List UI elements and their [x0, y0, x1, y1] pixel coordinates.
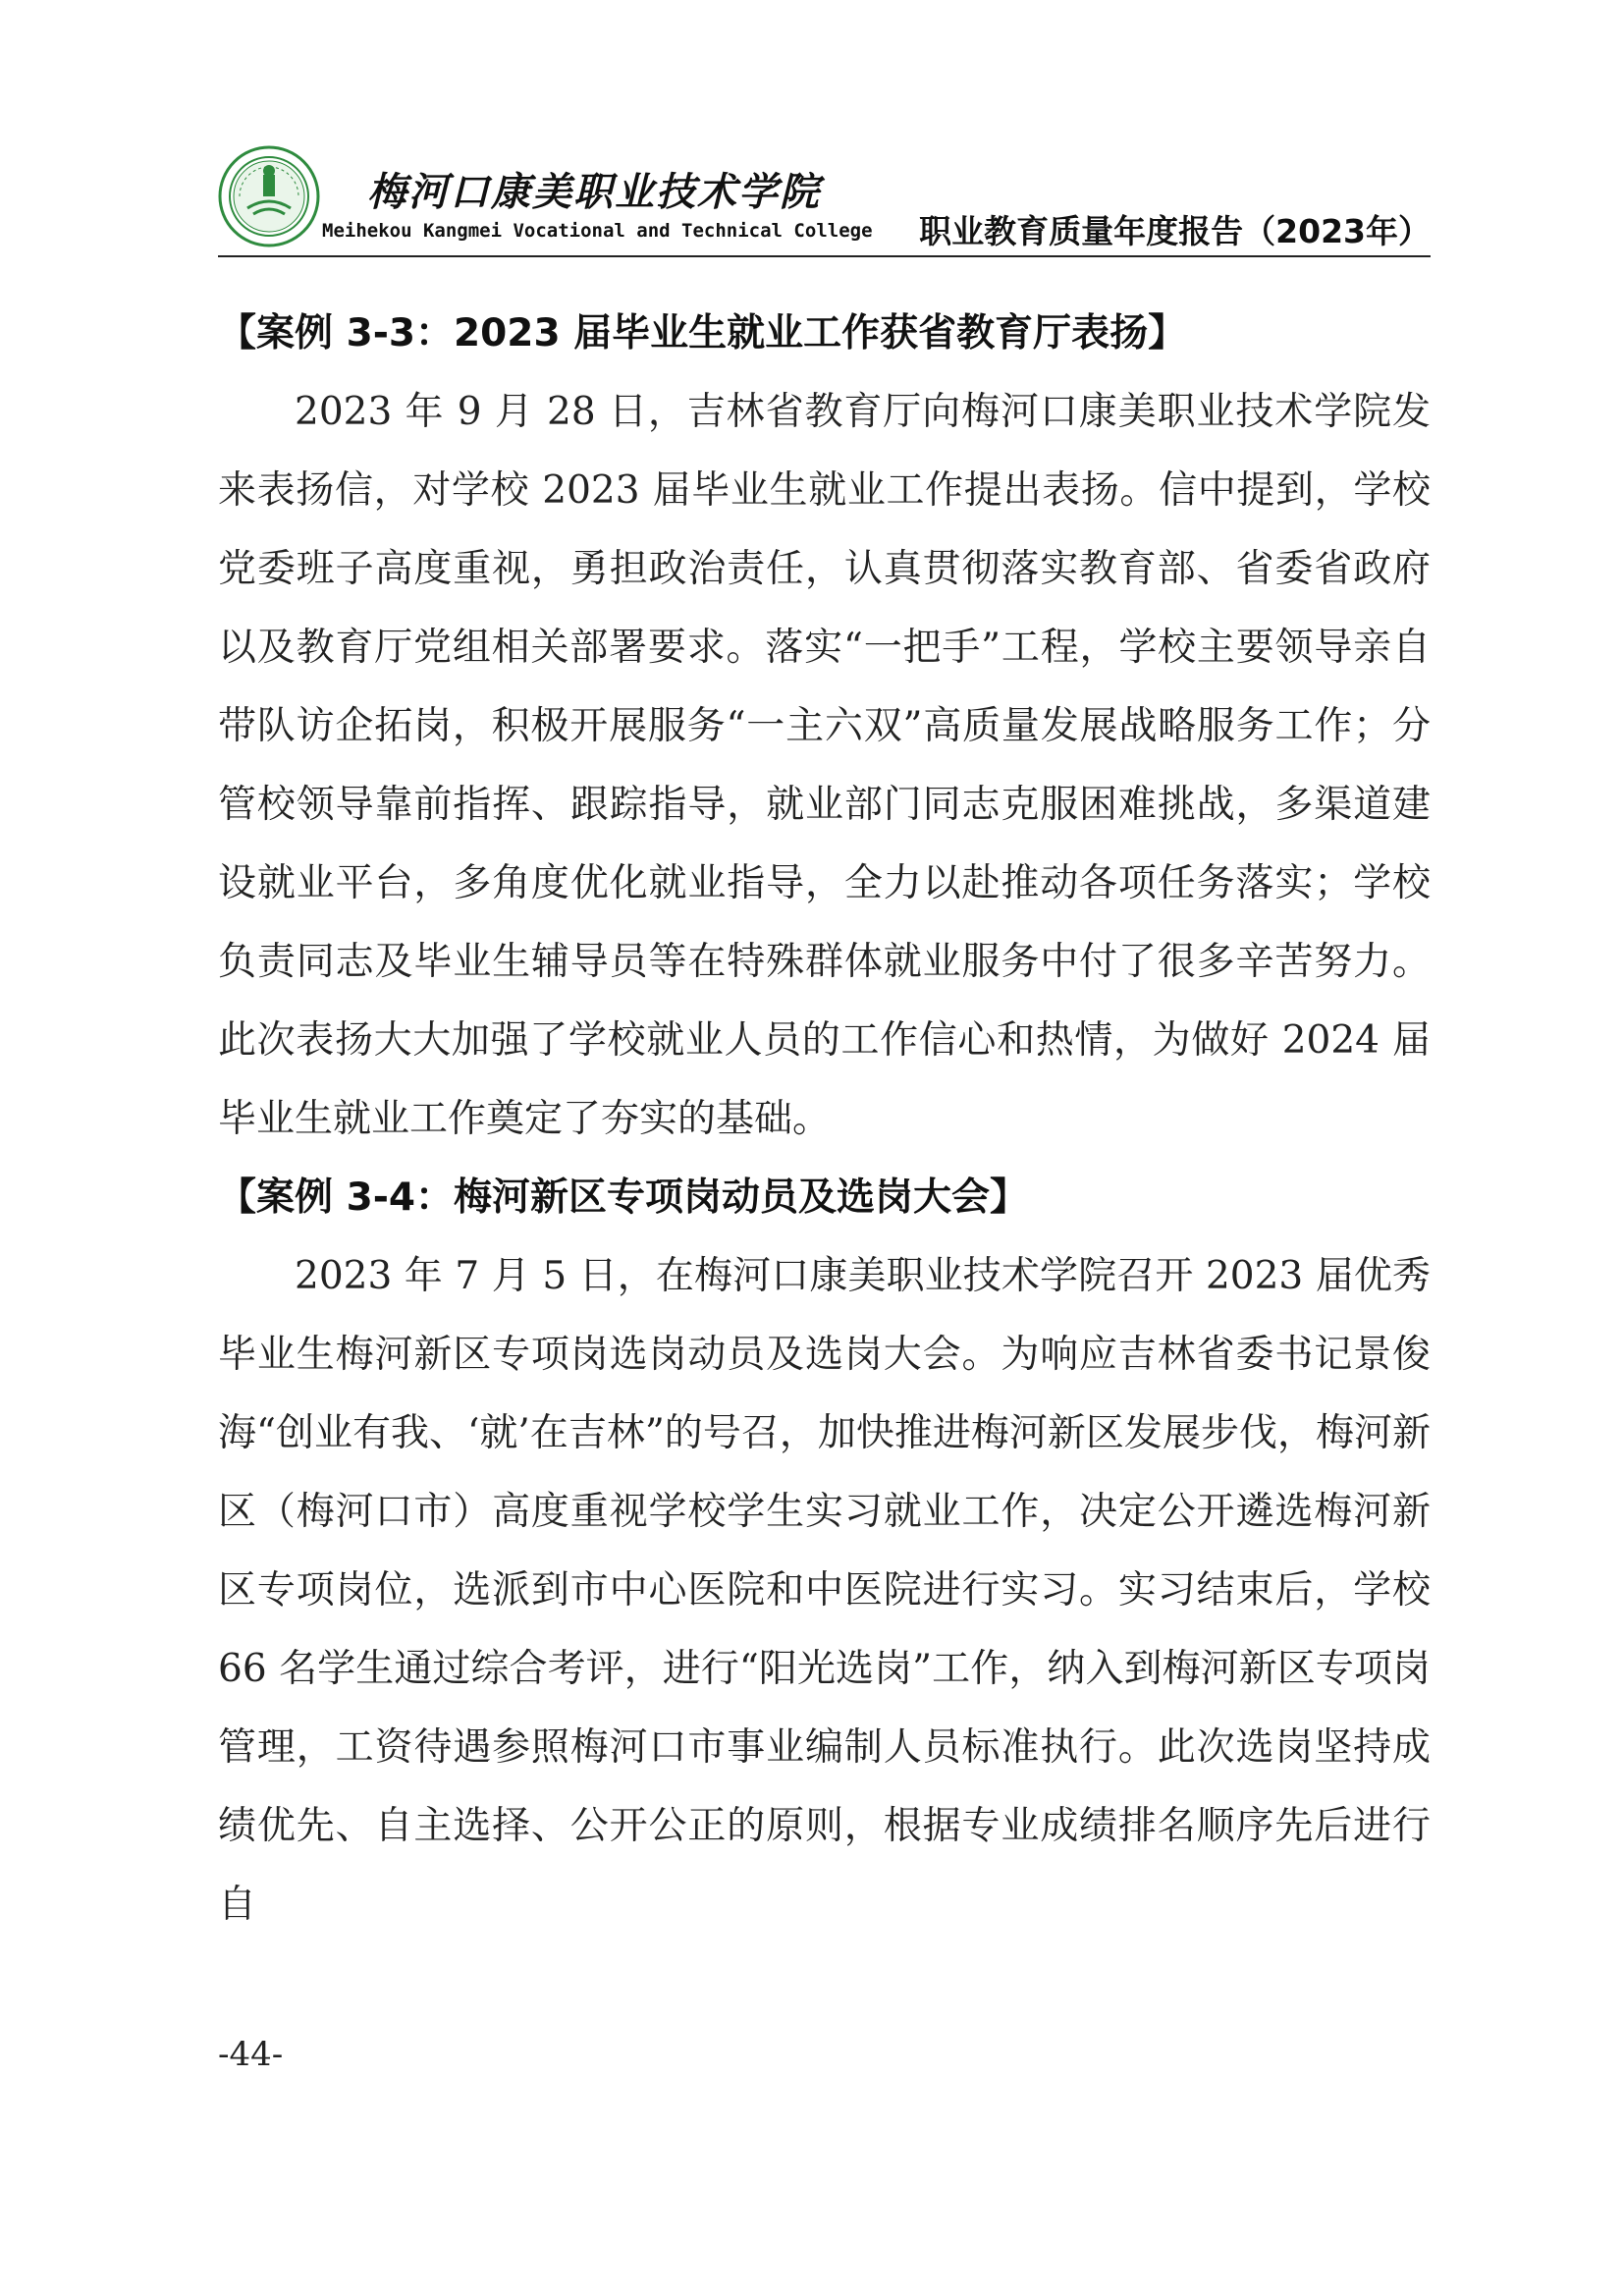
college-logo-icon: [218, 145, 320, 247]
case-3-4-title: 【案例 3-4：梅河新区专项岗动员及选岗大会】: [218, 1175, 1029, 1220]
report-title: 职业教育质量年度报告（2023年）: [919, 212, 1431, 250]
case-3-3-title: 【案例 3-3：2023 届毕业生就业工作获省教育厅表扬】: [218, 311, 1187, 355]
college-name-cn: 梅河口康美职业技术学院: [367, 169, 821, 215]
college-name-en: Meihekou Kangmei Vocational and Technical College: [322, 220, 873, 242]
case-3-4-paragraph: 2023 年 7 月 5 日，在梅河口康美职业技术学院召开 2023 届优秀毕业生梅河新区专项岗选岗动员及选岗大会。为响应吉林省委书记景俊海“创业有我、‘就’在吉林”的号召，加快推进梅河新区发展步伐，梅河新区（梅河口市）高度重视学校学生实习就业工作，决定公开遴选梅河新区专项岗位，选派到市中心医院和中医院进行实习。实习结束后，学校 66 名学生通过综合考评，进行“阳光选岗”工作，纳入到梅河新区专项岗管理，工资待遇参照梅河口市事业编制人员标准执行。此次选岗坚持成绩优先、自主选择、公开公正的原则，根据专业成绩排名顺序先后进行自: [218, 1254, 1431, 1927]
document-body: [218, 295, 1431, 1944]
page-number: -44-: [218, 2035, 284, 2074]
page-header: [218, 137, 1431, 257]
case-3-3-paragraph: 2023 年 9 月 28 日，吉林省教育厅向梅河口康美职业技术学院发来表扬信，对学校 2023 届毕业生就业工作提出表扬。信中提到，学校党委班子高度重视，勇担政治责任，认真贯彻落实教育部、省委省政府以及教育厅党组相关部署要求。落实“一把手”工程，学校主要领导亲自带队访企拓岗，积极开展服务“一主六双”高质量发展战略服务工作；分管校领导靠前指挥、跟踪指导，就业部门同志克服困难挑战，多渠道建设就业平台，多角度优化就业指导，全力以赴推动各项任务落实；学校负责同志及毕业生辅导员等在特殊群体就业服务中付了很多辛苦努力。此次表扬大大加强了学校就业人员的工作信心和热情，为做好 2024 届毕业生就业工作奠定了夯实的基础。: [218, 390, 1431, 1141]
